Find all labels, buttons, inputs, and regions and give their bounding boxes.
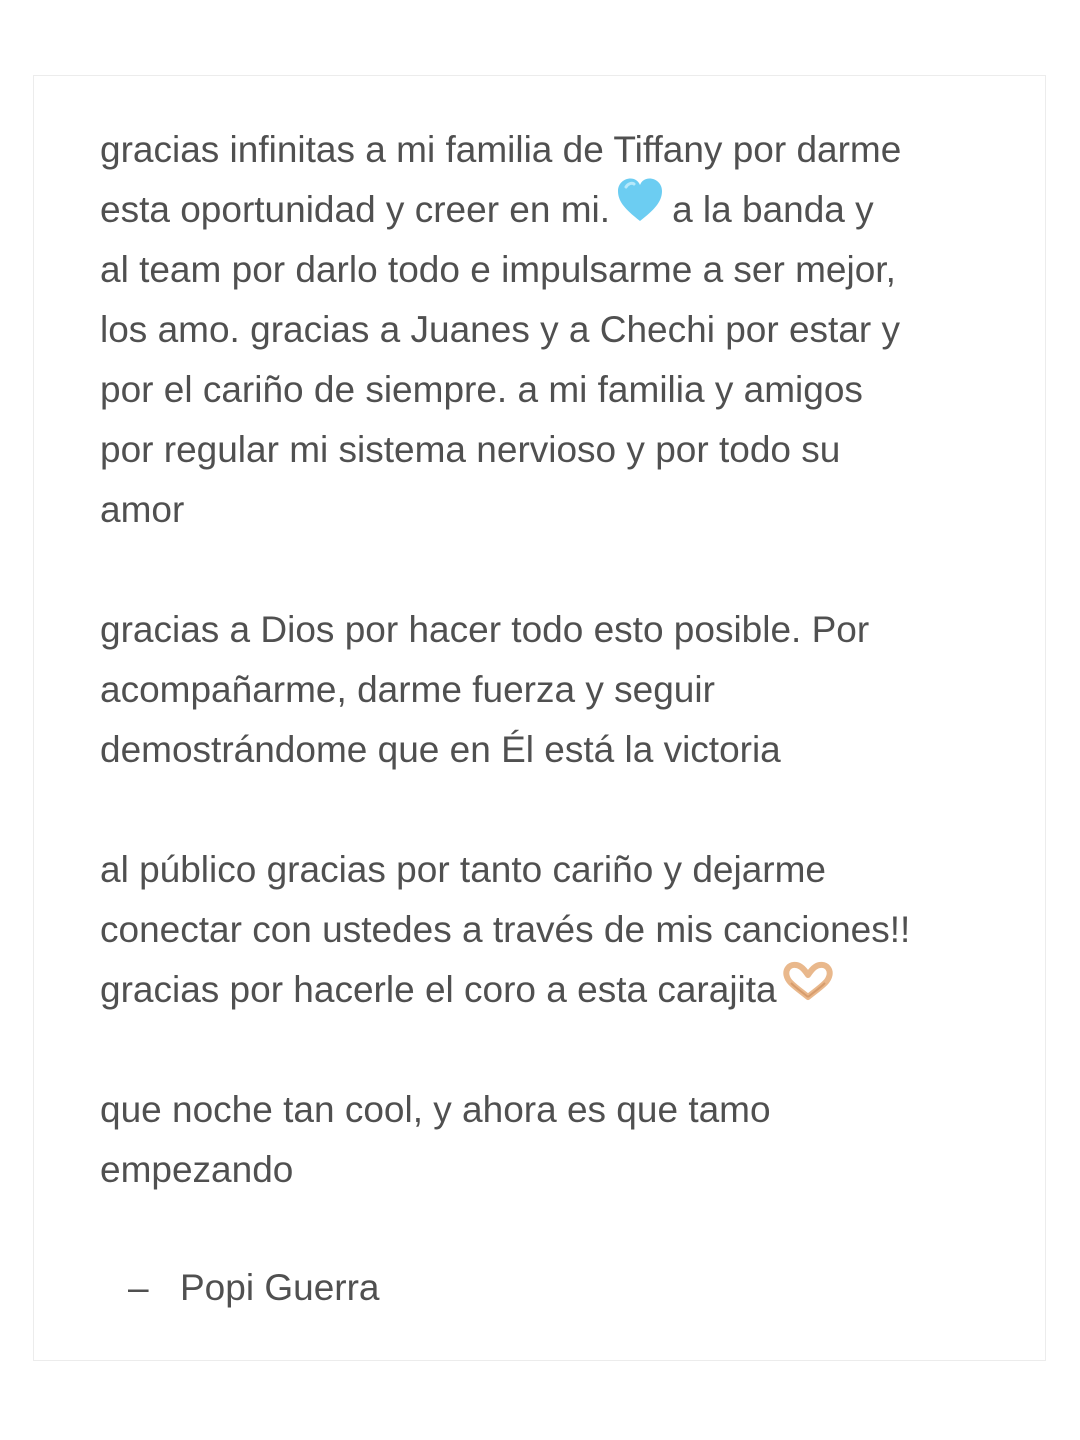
- note-text: [100, 120, 1000, 1200]
- paragraph-gap: [100, 780, 1000, 840]
- note-line: [100, 180, 1000, 240]
- note-line: amor: [100, 489, 185, 530]
- paragraph-gap: [100, 1020, 1000, 1080]
- note-line: por regular mi sistema nervioso y por todo su: [100, 429, 841, 470]
- signature-dash: –: [128, 1267, 149, 1308]
- note-line: [100, 960, 1000, 1020]
- note-line: por el cariño de siempre. a mi familia y amigos: [100, 369, 863, 410]
- note-line: gracias a Dios por hacer todo esto posible. Por: [100, 609, 870, 650]
- heart-hands-icon: [783, 959, 833, 1019]
- note-line-start: gracias por hacerle el coro a esta carajita: [100, 969, 777, 1010]
- note-line-start: esta oportunidad y creer en mi.: [100, 189, 611, 230]
- paragraph-gap: [100, 540, 1000, 600]
- note-line: al team por darlo todo e impulsarme a ser mejor,: [100, 249, 896, 290]
- note-line: los amo. gracias a Juanes y a Chechi por estar y: [100, 309, 900, 350]
- note-line: al público gracias por tanto cariño y dejarme: [100, 849, 826, 890]
- note-line: gracias infinitas a mi familia de Tiffany por darme: [100, 129, 902, 170]
- note-line: que noche tan cool, y ahora es que tamo: [100, 1089, 771, 1130]
- note-line: empezando: [100, 1149, 294, 1190]
- signature: [128, 1258, 380, 1318]
- note-line: acompañarme, darme fuerza y seguir: [100, 669, 715, 710]
- note-line: conectar con ustedes a través de mis canciones!!: [100, 909, 911, 950]
- light-blue-heart-icon: [616, 177, 664, 241]
- note-line: demostrándome que en Él está la victoria: [100, 729, 781, 770]
- signature-name: Popi Guerra: [180, 1267, 380, 1308]
- note-line-end: a la banda y: [672, 189, 874, 230]
